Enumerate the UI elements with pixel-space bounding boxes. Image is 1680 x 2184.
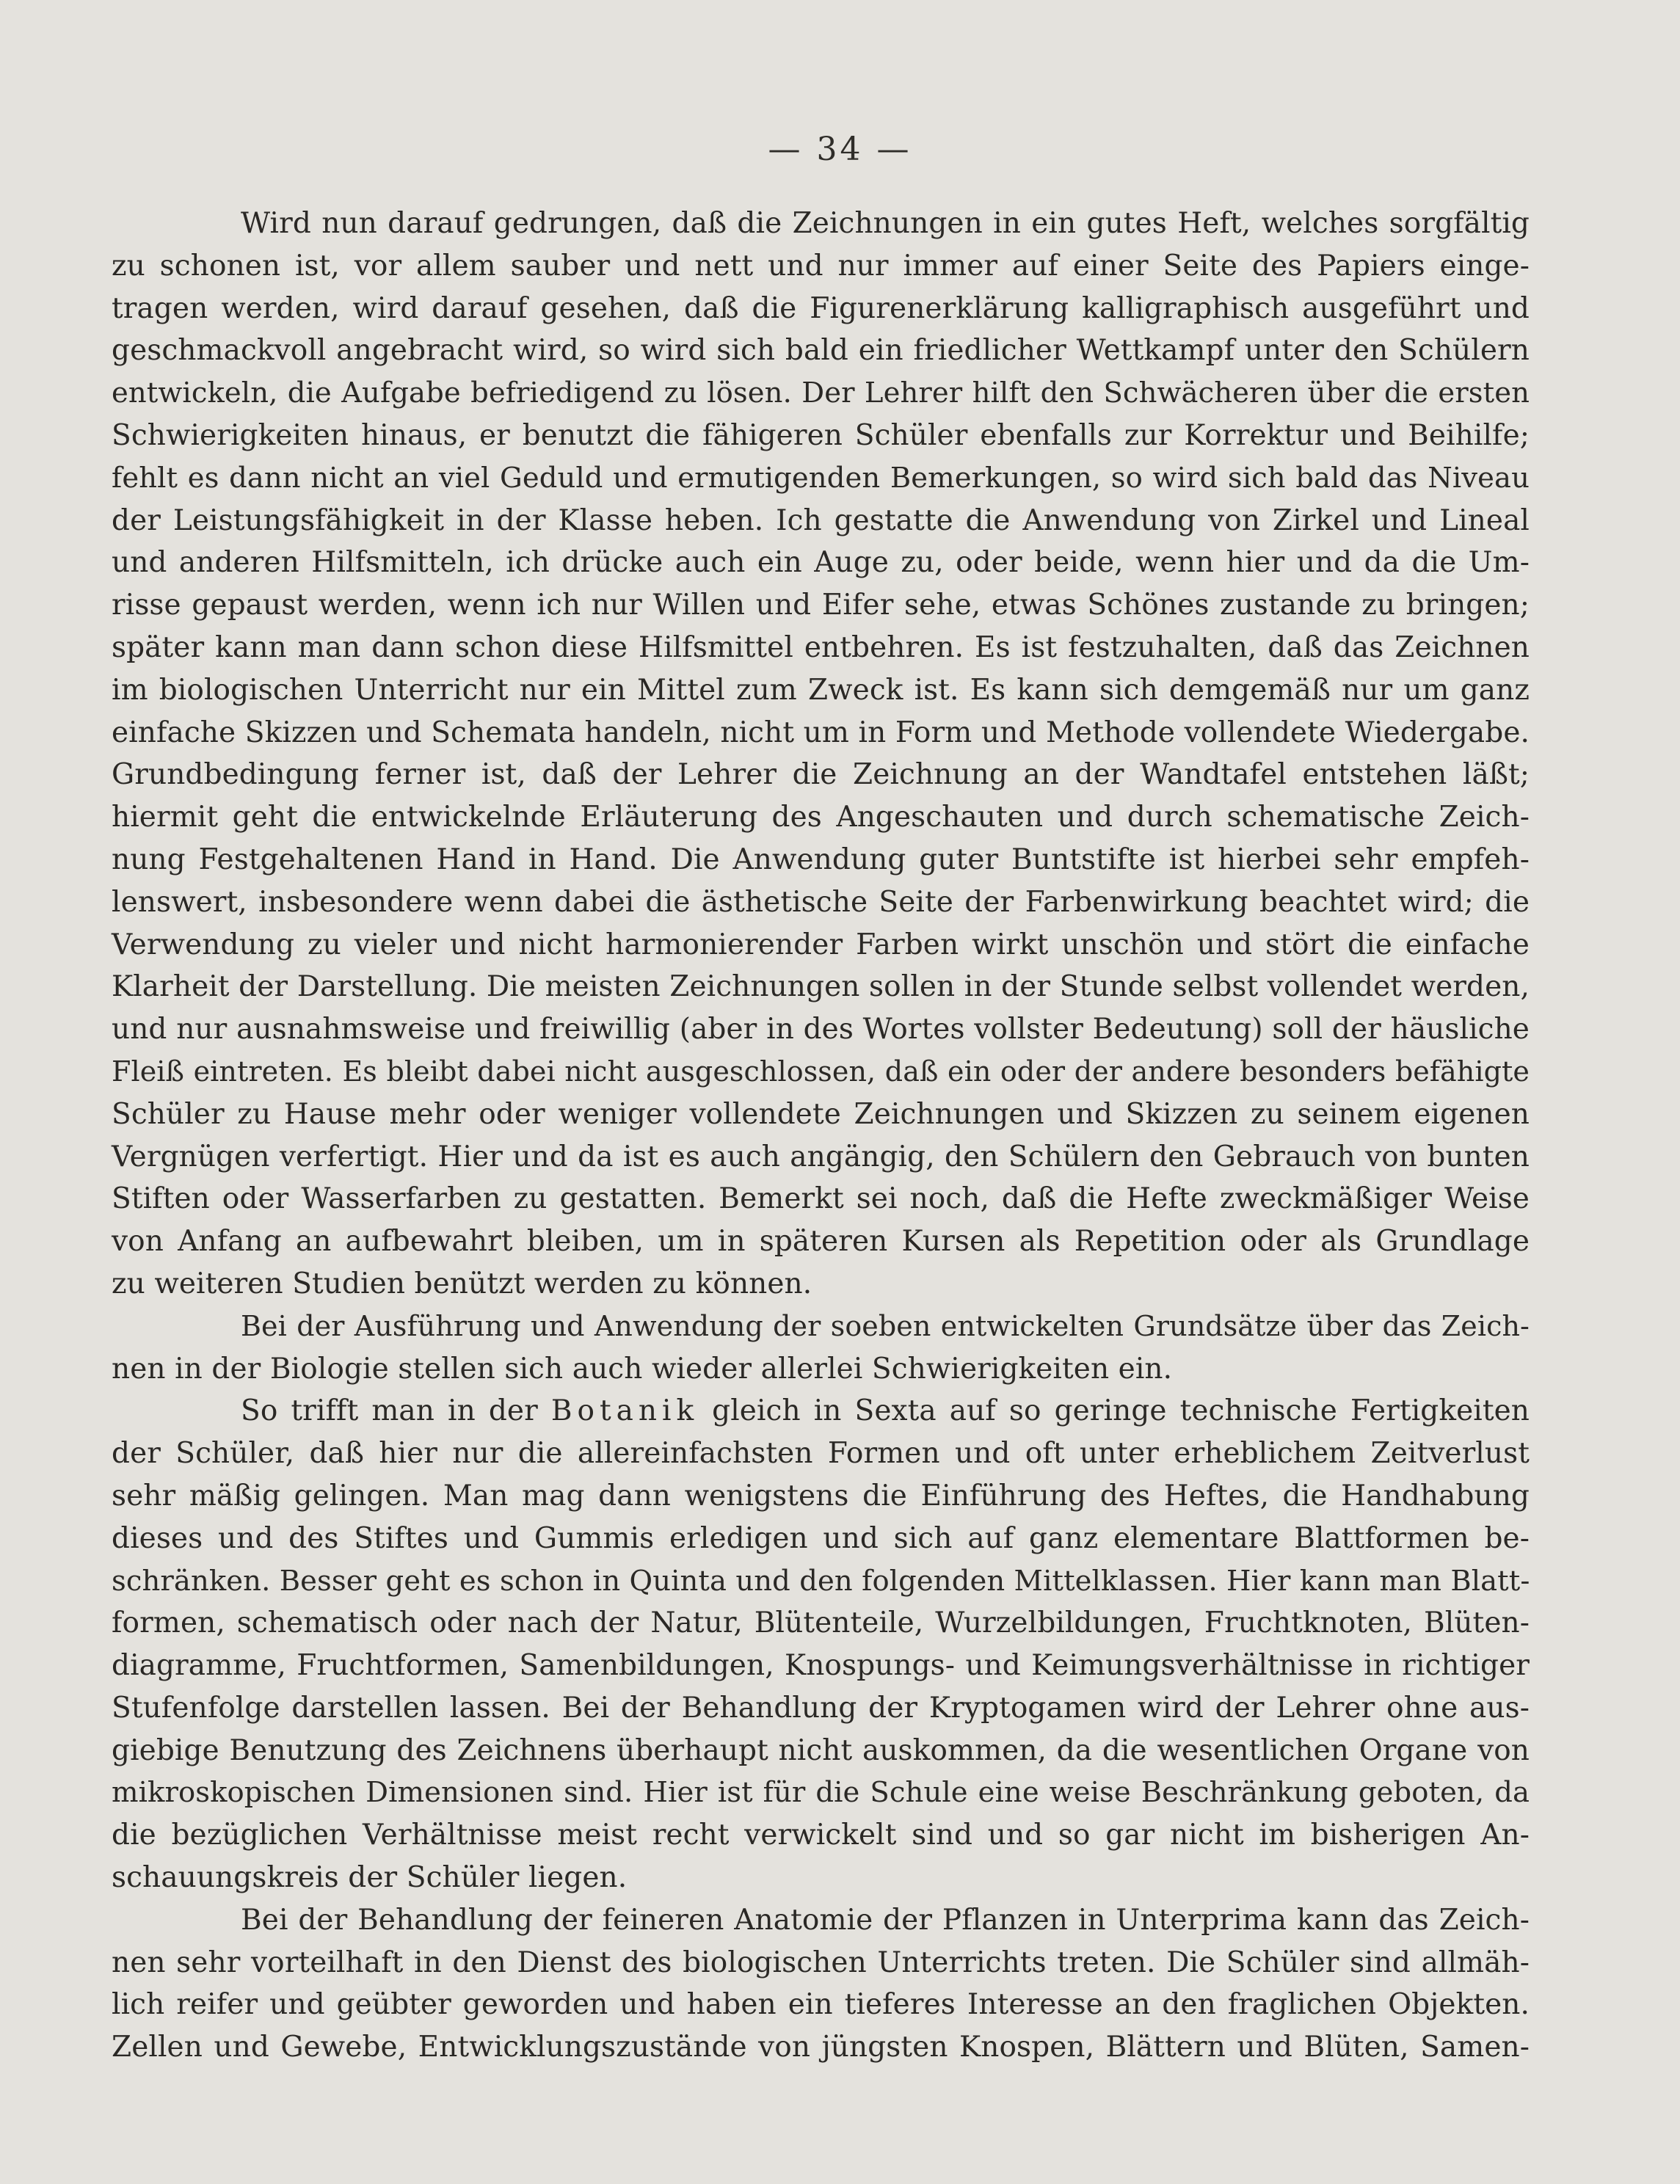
- text-line: nen sehr vorteilhaft in den Dienst des biologischen Unterrichts treten. Die Schüler sind allmäh-: [112, 1945, 1530, 1979]
- text-line: und anderen Hilfsmitteln, ich drücke auch ein Auge zu, oder beide, wenn hier und da die Um-: [112, 546, 1530, 580]
- paragraph-first-line: Wird nun darauf gedrungen, daß die Zeichnungen in ein gutes Heft, welches sorgfältig: [241, 207, 1530, 240]
- text-line: sehr mäßig gelingen. Man mag dann wenigstens die Einführung des Heftes, die Handhabung: [112, 1479, 1530, 1513]
- text-line: tragen werden, wird darauf gesehen, daß die Figurenerklärung kalligraphisch ausgeführt und: [112, 291, 1530, 325]
- text-line: Zellen und Gewebe, Entwicklungszustände von jüngsten Knospen, Blättern und Blüten, Samen-: [112, 2031, 1530, 2064]
- text-line: der Schüler, daß hier nur die allereinfachsten Formen und oft unter erheblichem Zeitverlust: [112, 1437, 1530, 1471]
- text-line: Grundbedingung ferner ist, daß der Lehrer die Zeichnung an der Wandtafel entstehen läßt;: [112, 758, 1530, 792]
- text-line: geschmackvoll angebracht wird, so wird sich bald ein friedlicher Wettkampf unter den Schülern: [112, 334, 1530, 368]
- text-line: im biologischen Unterricht nur ein Mittel zum Zweck ist. Es kann sich demgemäß nur um ganz: [112, 673, 1530, 707]
- text-line: formen, schematisch oder nach der Natur, Blütenteile, Wurzelbildungen, Fruchtknoten, Blüten-: [112, 1606, 1530, 1640]
- text-line: von Anfang an aufbewahrt bleiben, um in späteren Kursen als Repetition oder als Grundlage: [112, 1225, 1530, 1259]
- paragraph-first-line: So trifft man in der Botanik gleich in Sexta auf so geringe technische Fertigkeiten: [241, 1394, 1530, 1428]
- text-line: nung Festgehaltenen Hand in Hand. Die Anwendung guter Buntstifte ist hierbei sehr empfeh-: [112, 842, 1530, 876]
- text-line: schränken. Besser geht es schon in Quinta und den folgenden Mittelklassen. Hier kann man Blatt-: [112, 1564, 1530, 1598]
- text-line: die bezüglichen Verhältnisse meist recht verwickelt sind und so gar nicht im bisherigen An-: [112, 1819, 1530, 1852]
- text-line: Stiften oder Wasserfarben zu gestatten. Bemerkt sei noch, daß die Hefte zweckmäßiger Weise: [112, 1182, 1530, 1216]
- text-line: der Leistungsfähigkeit in der Klasse heben. Ich gestatte die Anwendung von Zirkel und Lineal: [112, 503, 1530, 537]
- text-line: Schwierigkeiten hinaus, er benutzt die fähigeren Schüler ebenfalls zur Korrektur und Beihilfe;: [112, 418, 1530, 452]
- text-line: giebige Benutzung des Zeichnens überhaupt nicht auskommen, da die wesentlichen Organe von: [112, 1733, 1530, 1767]
- text-line: zu schonen ist, vor allem sauber und nett und nur immer auf einer Seite des Papiers einge-: [112, 249, 1530, 283]
- text-line: einfache Skizzen und Schemata handeln, nicht um in Form und Methode vollendete Wiedergabe.: [112, 716, 1530, 749]
- text-line: hiermit geht die entwickelnde Erläuterung des Angeschauten und durch schematische Zeich-: [112, 801, 1530, 834]
- page-number: — 34 —: [768, 131, 912, 168]
- body-text: [112, 203, 1530, 2069]
- text-line: fehlt es dann nicht an viel Geduld und ermutigenden Bemerkungen, so wird sich bald das Niveau: [112, 461, 1530, 495]
- text-line: Schüler zu Hause mehr oder weniger vollendete Zeichnungen und Skizzen zu seinem eigenen: [112, 1097, 1530, 1131]
- text-line: mikroskopischen Dimensionen sind. Hier ist für die Schule eine weise Beschränkung geboten, da: [112, 1776, 1530, 1810]
- text-line: Verwendung zu vieler und nicht harmonierender Farben wirkt unschön und stört die einfache: [112, 928, 1530, 961]
- text-line: und nur ausnahmsweise und freiwillig (aber in des Wortes vollster Bedeutung) soll der häusliche: [112, 1013, 1530, 1046]
- text-line: Vergnügen verfertigt. Hier und da ist es auch angängig, den Schülern den Gebrauch von bunten: [112, 1140, 1530, 1173]
- text-line: lich reifer und geübter geworden und haben ein tieferes Interesse an den fraglichen Objekten.: [112, 1988, 1530, 2022]
- text-line: diagramme, Fruchtformen, Samenbildungen, Knospungs- und Keimungsverhältnisse in richtiger: [112, 1649, 1530, 1683]
- text-line: risse gepaust werden, wenn ich nur Willen und Eifer sehe, etwas Schönes zustande zu bringen;: [112, 589, 1530, 622]
- text-line: Stufenfolge darstellen lassen. Bei der Behandlung der Kryptogamen wird der Lehrer ohne aus-: [112, 1691, 1530, 1725]
- paragraph-first-line: Bei der Ausführung und Anwendung der soeben entwickelten Grundsätze über das Zeich-: [241, 1309, 1530, 1342]
- text-line: dieses und des Stiftes und Gummis erledigen und sich auf ganz elementare Blattformen be-: [112, 1521, 1530, 1555]
- text-line: zu weiteren Studien benützt werden zu können.: [112, 1267, 812, 1300]
- paragraph-first-line: Bei der Behandlung der feineren Anatomie der Pflanzen in Unterprima kann das Zeich-: [241, 1903, 1530, 1937]
- emphasized-word: Botanik: [550, 1394, 699, 1428]
- text-line: entwickeln, die Aufgabe befriedigend zu lösen. Der Lehrer hilft den Schwächeren über die ersten: [112, 376, 1530, 410]
- text-line: Fleiß eintreten. Es bleibt dabei nicht ausgeschlossen, daß ein oder der andere besonders befähigte: [112, 1055, 1530, 1088]
- text-line: nen in der Biologie stellen sich auch wieder allerlei Schwierigkeiten ein.: [112, 1352, 1173, 1386]
- text-line: schauungskreis der Schüler liegen.: [112, 1861, 628, 1895]
- text-line: später kann man dann schon diese Hilfsmittel entbehren. Es ist festzuhalten, daß das Zeichnen: [112, 630, 1530, 664]
- text-line: Klarheit der Darstellung. Die meisten Zeichnungen sollen in der Stunde selbst vollendet werden,: [112, 970, 1530, 1004]
- text-line: lenswert, insbesondere wenn dabei die ästhetische Seite der Farbenwirkung beachtet wird; die: [112, 885, 1530, 919]
